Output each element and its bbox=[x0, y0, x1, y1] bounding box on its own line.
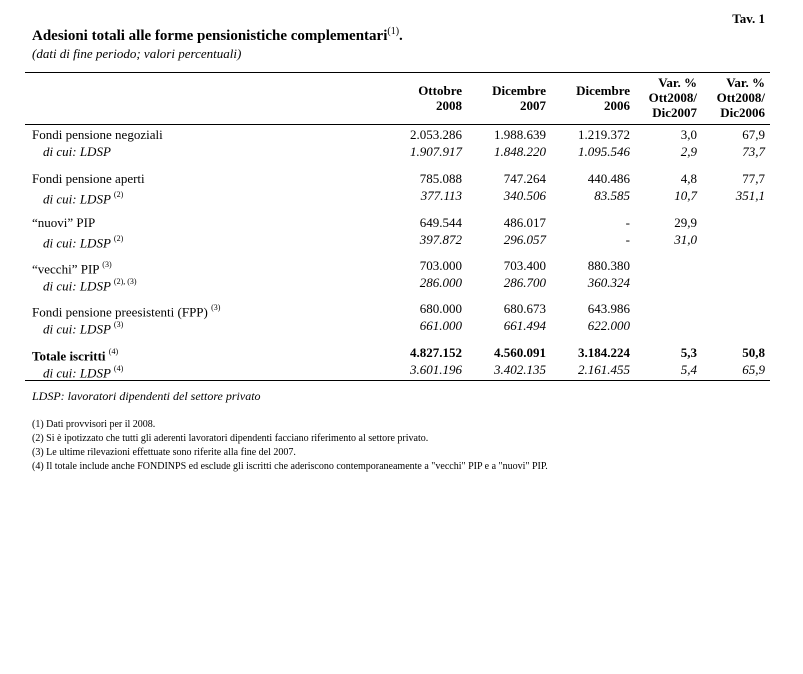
cell-dic2006: 1.219.372 bbox=[578, 127, 630, 142]
row-label bbox=[32, 127, 163, 143]
footnote-1: (1) Dati provvisori per il 2008. bbox=[32, 419, 156, 430]
row-label bbox=[43, 275, 137, 294]
table-subrow bbox=[25, 318, 770, 337]
row-label-text: Fondi pensione aperti bbox=[32, 171, 145, 186]
cell-ott2008: 661.000 bbox=[419, 318, 462, 333]
cell-dic2007: 296.057 bbox=[503, 232, 546, 247]
row-footnote-ref: (3) bbox=[113, 320, 124, 329]
row-footnote-ref: (3) bbox=[211, 303, 221, 312]
col-header-var-dic2007: Var. % Ott2008/ Dic2007 bbox=[648, 75, 697, 120]
table-row bbox=[25, 301, 770, 320]
cell-var-dic2006: 50,8 bbox=[742, 345, 765, 360]
cell-ott2008: 397.872 bbox=[419, 232, 462, 247]
row-footnote-ref: (4) bbox=[113, 364, 124, 373]
cell-var-dic2007: 31,0 bbox=[674, 232, 697, 247]
row-label-text: di cui: LDSP bbox=[43, 321, 111, 337]
row-label-text: di cui: LDSP bbox=[43, 235, 111, 251]
cell-ott2008: 3.601.196 bbox=[410, 362, 462, 377]
cell-var-dic2007: 29,9 bbox=[674, 215, 697, 230]
cell-dic2006: 440.486 bbox=[587, 171, 630, 186]
footnote-3: (3) Le ultime rilevazioni effettuate sono riferite alla fine del 2007. bbox=[32, 447, 296, 458]
cell-dic2006: 880.380 bbox=[587, 258, 630, 273]
table-row bbox=[25, 171, 770, 187]
cell-dic2007: 1.988.639 bbox=[494, 127, 546, 142]
footnotes bbox=[32, 418, 548, 474]
table-subrow bbox=[25, 362, 770, 381]
cell-dic2006: 1.095.546 bbox=[578, 144, 630, 159]
cell-var-dic2006: 73,7 bbox=[742, 144, 765, 159]
header-rule bbox=[25, 124, 770, 125]
row-label-text: Totale iscritti bbox=[32, 348, 106, 364]
cell-var-dic2007: 5,3 bbox=[680, 345, 697, 360]
row-label bbox=[32, 171, 145, 187]
row-footnote-ref: (2), (3) bbox=[113, 277, 137, 286]
col-header-ott2008: Ottobre 2008 bbox=[418, 83, 462, 113]
cell-dic2007: 3.402.135 bbox=[494, 362, 546, 377]
row-label-text: “vecchi” PIP bbox=[32, 261, 100, 277]
cell-dic2006: - bbox=[625, 215, 630, 230]
table-subrow bbox=[25, 188, 770, 207]
cell-var-dic2007: 2,9 bbox=[680, 144, 697, 159]
row-footnote-ref: (3) bbox=[102, 260, 112, 269]
row-label bbox=[43, 144, 111, 160]
row-label-text: di cui: LDSP bbox=[43, 365, 111, 381]
table-row bbox=[25, 215, 770, 231]
cell-var-dic2007: 3,0 bbox=[680, 127, 697, 142]
cell-dic2007: 286.700 bbox=[503, 275, 546, 290]
cell-var-dic2007: 10,7 bbox=[674, 188, 697, 203]
title-footnote-ref: (1) bbox=[387, 26, 400, 37]
cell-dic2006: 83.585 bbox=[594, 188, 630, 203]
cell-dic2006: - bbox=[625, 232, 630, 247]
cell-var-dic2007: 4,8 bbox=[680, 171, 697, 186]
row-label bbox=[43, 362, 123, 381]
cell-ott2008: 1.907.917 bbox=[410, 144, 462, 159]
col-header-dic2006: Dicembre 2006 bbox=[576, 83, 630, 113]
cell-var-dic2007: 5,4 bbox=[680, 362, 697, 377]
cell-dic2006: 622.000 bbox=[587, 318, 630, 333]
table-subrow bbox=[25, 232, 770, 251]
cell-ott2008: 2.053.286 bbox=[410, 127, 462, 142]
row-label bbox=[32, 215, 95, 231]
cell-dic2007: 340.506 bbox=[503, 188, 546, 203]
cell-dic2006: 643.986 bbox=[587, 301, 630, 316]
row-label-text: Fondi pensione preesistenti (FPP) bbox=[32, 304, 208, 320]
row-label bbox=[43, 318, 123, 337]
col-header-var-dic2006: Var. % Ott2008/ Dic2006 bbox=[716, 75, 765, 120]
cell-dic2007: 661.494 bbox=[503, 318, 546, 333]
cell-var-dic2006: 351,1 bbox=[735, 188, 765, 203]
cell-dic2006: 360.324 bbox=[587, 275, 630, 290]
cell-dic2006: 3.184.224 bbox=[578, 345, 630, 360]
row-label-text: di cui: LDSP bbox=[43, 191, 111, 207]
cell-dic2007: 4.560.091 bbox=[494, 345, 546, 360]
cell-dic2007: 1.848.220 bbox=[494, 144, 546, 159]
table-row bbox=[25, 345, 770, 364]
cell-ott2008: 377.113 bbox=[420, 188, 462, 203]
cell-var-dic2006: 77,7 bbox=[742, 171, 765, 186]
footnote-4: (4) Il totale include anche FONDINPS ed esclude gli iscritti che aderiscono contemporaneamente a "vecchi" PIP e a "nuovi" PIP. bbox=[32, 461, 548, 472]
cell-ott2008: 649.544 bbox=[419, 215, 462, 230]
cell-dic2007: 703.400 bbox=[503, 258, 546, 273]
cell-var-dic2006: 67,9 bbox=[742, 127, 765, 142]
cell-ott2008: 785.088 bbox=[419, 171, 462, 186]
row-label-text: di cui: LDSP bbox=[43, 144, 111, 159]
row-label-text: Fondi pensione negoziali bbox=[32, 127, 163, 142]
row-footnote-ref: (4) bbox=[108, 347, 119, 356]
row-label-text: “nuovi” PIP bbox=[32, 215, 96, 230]
row-label bbox=[43, 232, 123, 251]
top-rule bbox=[25, 72, 770, 73]
cell-dic2007: 486.017 bbox=[503, 215, 546, 230]
table-subrow bbox=[25, 275, 770, 294]
legend-ldsp: LDSP: lavoratori dipendenti del settore privato bbox=[32, 389, 261, 403]
cell-dic2007: 680.673 bbox=[503, 301, 546, 316]
cell-ott2008: 703.000 bbox=[419, 258, 462, 273]
cell-ott2008: 286.000 bbox=[419, 275, 462, 290]
cell-dic2007: 747.264 bbox=[503, 171, 546, 186]
table-subrow bbox=[25, 144, 770, 160]
table-row bbox=[25, 258, 770, 277]
subtitle: (dati di fine periodo; valori percentuali) bbox=[32, 46, 242, 61]
row-label-text: di cui: LDSP bbox=[43, 278, 111, 294]
row-label bbox=[43, 188, 123, 207]
cell-ott2008: 4.827.152 bbox=[410, 345, 462, 360]
cell-ott2008: 680.000 bbox=[419, 301, 462, 316]
cell-var-dic2006: 65,9 bbox=[742, 362, 765, 377]
cell-dic2006: 2.161.455 bbox=[578, 362, 630, 377]
col-header-dic2007: Dicembre 2007 bbox=[492, 83, 546, 113]
title-text: Adesioni totali alle forme pensionistiche complementari bbox=[32, 28, 388, 44]
bottom-rule bbox=[25, 380, 770, 381]
table-row bbox=[25, 127, 770, 143]
row-footnote-ref: (2) bbox=[113, 234, 124, 243]
footnote-2: (2) Si è ipotizzato che tutti gli aderenti lavoratori dipendenti facciano riferimento al settore privato. bbox=[32, 433, 429, 444]
page-title: Adesioni totali alle forme pensionistiche complementari$^{(1)}$. bbox=[32, 26, 403, 44]
row-footnote-ref: (2) bbox=[113, 190, 124, 199]
table-number: Tav. 1 bbox=[732, 11, 765, 26]
